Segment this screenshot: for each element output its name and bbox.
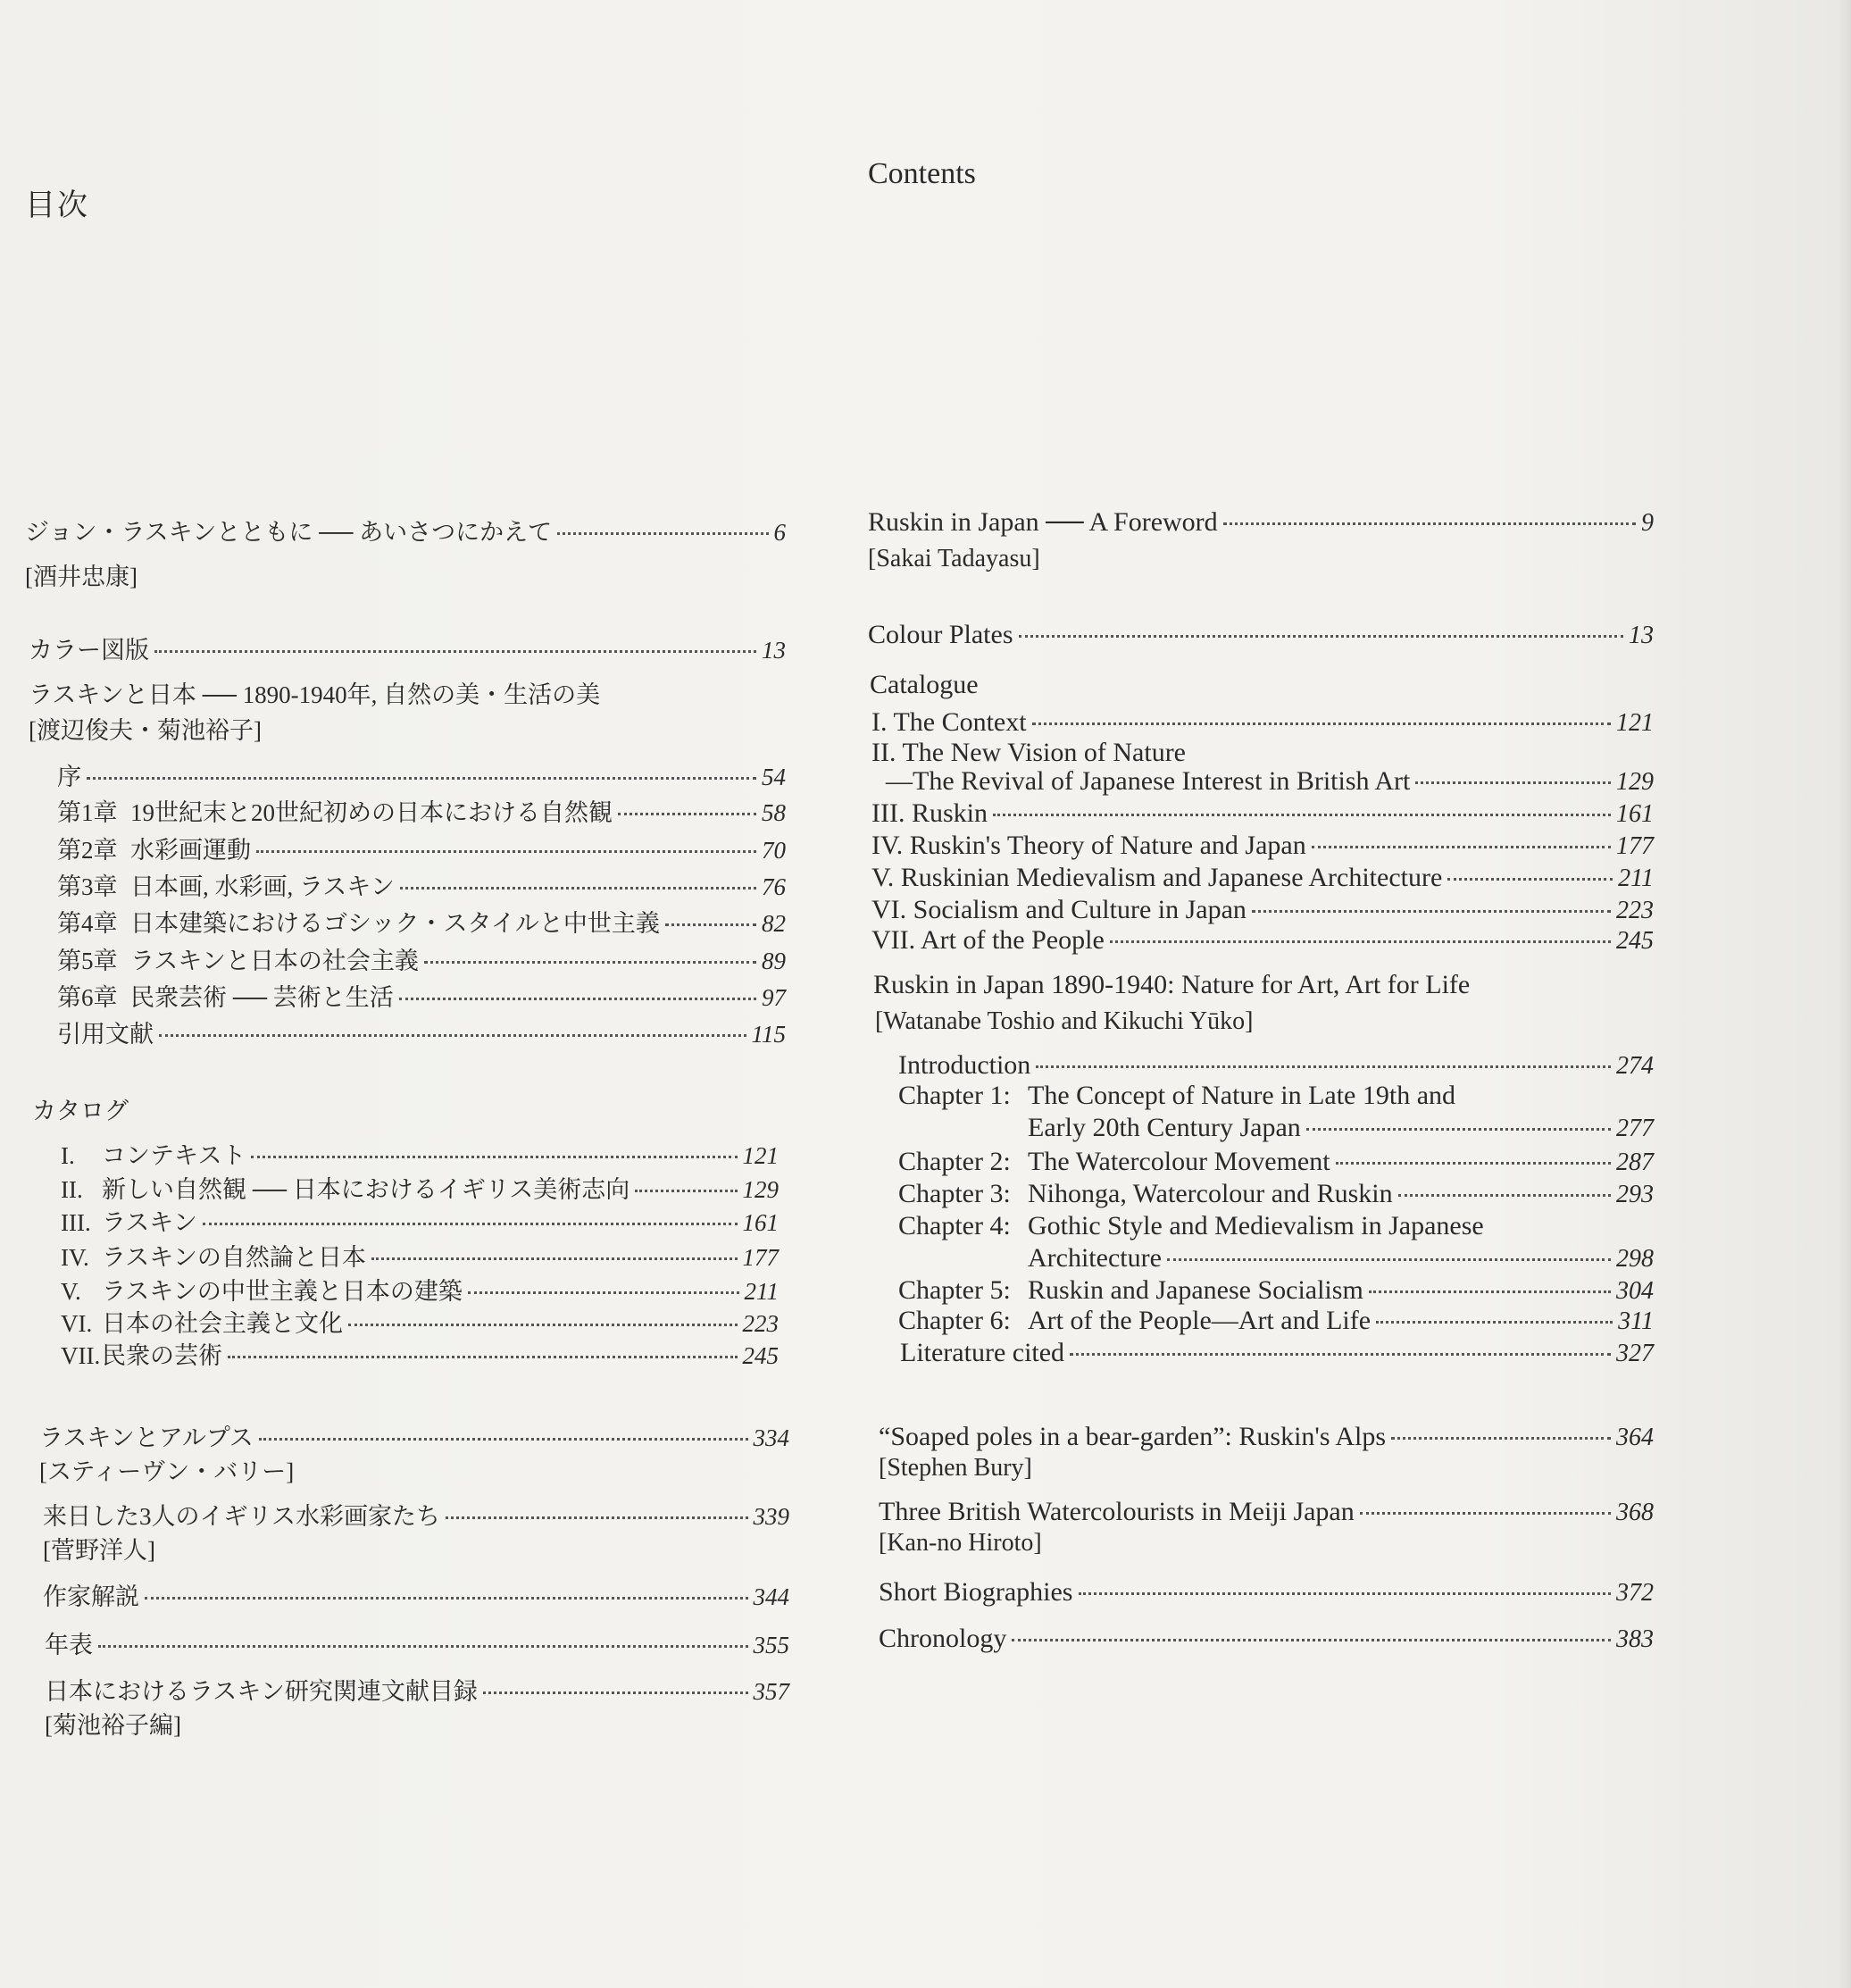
chapter-title: 日本建築におけるゴシック・スタイルと中世主義 — [130, 910, 660, 937]
leader-dots — [259, 1438, 748, 1441]
page-number: 334 — [753, 1424, 789, 1451]
author-foreword-en: [Sakai Tadayasu] — [868, 545, 1040, 572]
toc-entry-essay-references-jp[interactable] — [57, 1015, 786, 1049]
toc-entry-biographies-jp[interactable] — [43, 1577, 789, 1612]
chapter-title: 日本画, 水彩画, ラスキン — [130, 873, 395, 900]
toc-entry-essay-ch5-en[interactable] — [898, 1275, 1654, 1306]
section-title: 新しい自然観 ── 日本におけるイギリス美術志向 — [102, 1176, 630, 1203]
essay-authors-en: [Watanabe Toshio and Kikuchi Yūko] — [875, 1007, 1254, 1035]
page-number: 177 — [742, 1244, 779, 1271]
page-number: 89 — [762, 948, 786, 974]
chapter-number: 第6章 — [57, 984, 118, 1011]
chapter-number: Chapter 3: — [898, 1179, 1011, 1208]
toc-entry-catalogue-6-jp[interactable] — [61, 1304, 779, 1339]
author-alps-en: [Stephen Bury] — [879, 1454, 1032, 1482]
page-number: 211 — [744, 1278, 779, 1305]
entry-label: Short Biographies — [879, 1577, 1073, 1607]
entry-label: 序 — [57, 764, 81, 790]
catalogue-title-en: Catalogue — [870, 670, 979, 699]
section-number: V. — [61, 1278, 81, 1305]
page-number: 223 — [1616, 897, 1654, 924]
leader-dots — [400, 887, 756, 890]
leader-dots — [1167, 1258, 1611, 1261]
leader-dots — [1336, 1162, 1611, 1165]
entry-label — [61, 1238, 366, 1273]
chapter-title: The Concept of Nature in Late 19th and — [1028, 1081, 1456, 1110]
page-number: 121 — [1616, 709, 1654, 737]
page-edge-shadow — [1838, 0, 1851, 1988]
leader-dots — [1036, 1065, 1611, 1068]
leader-dots — [371, 1257, 738, 1260]
toc-heading-en: Contents — [868, 157, 976, 190]
essay-ch1-line1-en — [898, 1081, 1455, 1111]
catalogue-title-jp: カタログ — [32, 1098, 129, 1124]
leader-dots — [424, 961, 756, 964]
chapter-title: Gothic Style and Medievalism in Japanese — [1028, 1211, 1484, 1240]
chapter-number: Chapter 2: — [898, 1147, 1011, 1176]
chapter-number: Chapter 4: — [898, 1211, 1011, 1240]
page-number: 304 — [1616, 1277, 1654, 1305]
leader-dots — [1032, 723, 1611, 725]
page-number: 311 — [1618, 1307, 1654, 1335]
entry-label: Early 20th Century Japan — [1028, 1113, 1301, 1142]
toc-entry-catalogue-2-en[interactable] — [886, 766, 1654, 797]
leader-dots — [256, 850, 756, 853]
entry-label: 作家解説 — [43, 1583, 139, 1610]
leader-dots — [1369, 1291, 1611, 1293]
leader-dots — [154, 650, 756, 653]
page-number: 245 — [1616, 927, 1654, 955]
toc-entry-essay-ch1-jp[interactable] — [57, 793, 786, 828]
page-number: 115 — [751, 1021, 786, 1048]
section-number: VII. — [61, 1342, 101, 1369]
essay-ch4-line1-en — [898, 1211, 1484, 1241]
entry-label: “Soaped poles in a bear-garden”: Ruskin's Alps — [879, 1422, 1387, 1451]
leader-dots — [1398, 1194, 1611, 1197]
chapter-title: 19世紀末と20世紀初めの日本における自然観 — [130, 799, 613, 826]
chapter-title: Ruskin and Japanese Socialism — [1028, 1275, 1363, 1305]
entry-label: 引用文献 — [57, 1021, 154, 1048]
author-foreword-jp: [酒井忠康] — [25, 564, 138, 590]
leader-dots — [87, 777, 756, 780]
page-number: 277 — [1616, 1115, 1654, 1142]
page-number: 293 — [1616, 1181, 1654, 1208]
toc-entry-catalogue-2-jp[interactable] — [61, 1170, 779, 1205]
page-number: 161 — [1616, 800, 1654, 828]
page-number: 368 — [1616, 1499, 1654, 1526]
entry-label: Literature cited — [900, 1338, 1065, 1367]
leader-dots — [1391, 1437, 1611, 1440]
page-number: 298 — [1616, 1245, 1654, 1273]
page-number: 355 — [753, 1632, 789, 1658]
author-watercolourists-en: [Kan-no Hiroto] — [879, 1529, 1042, 1557]
toc-entry-color-plates-jp[interactable] — [29, 631, 786, 665]
toc-entry-essay-ch2-en[interactable] — [898, 1147, 1654, 1177]
entry-label: VI. Socialism and Culture in Japan — [871, 895, 1247, 924]
page-number: 76 — [762, 873, 786, 900]
leader-dots — [468, 1291, 739, 1294]
essay-title-jp: ラスキンと日本 ── 1890-1940年, 自然の美・生活の美 — [29, 681, 601, 708]
entry-label: Three British Watercolourists in Meiji Japan — [879, 1497, 1355, 1526]
entry-label — [57, 941, 419, 976]
leader-dots — [399, 998, 756, 1000]
leader-dots — [1079, 1592, 1612, 1595]
toc-entry-catalogue-4-jp[interactable] — [61, 1238, 779, 1273]
section-number: II. — [61, 1176, 83, 1203]
section-title: コンテキスト — [102, 1142, 246, 1169]
toc-entry-chronology-en[interactable] — [879, 1624, 1654, 1654]
toc-entry-catalogue-4-en[interactable] — [871, 831, 1654, 861]
chapter-number: 第4章 — [57, 910, 118, 937]
page-number: 245 — [742, 1342, 779, 1369]
entry-label: —The Revival of Japanese Interest in British Art — [886, 766, 1411, 796]
entry-label: ジョン・ラスキンとともに ── あいさつにかえて — [25, 519, 553, 546]
catalogue-2-line1-en: II. The New Vision of Nature — [871, 738, 1187, 767]
toc-entry-catalogue-3-jp[interactable] — [61, 1203, 779, 1238]
entry-label: Chronology — [879, 1624, 1007, 1653]
page-number: 274 — [1616, 1052, 1654, 1080]
page-number: 383 — [1616, 1625, 1654, 1653]
entry-label — [898, 1275, 1363, 1306]
toc-entry-catalogue-5-en[interactable] — [871, 863, 1654, 893]
page-number: 82 — [762, 910, 786, 937]
page-number: 344 — [753, 1583, 789, 1610]
chapter-number: Chapter 5: — [898, 1275, 1011, 1305]
toc-entry-essay-ch1-en[interactable] — [1028, 1113, 1654, 1143]
entry-label — [57, 904, 660, 939]
page-number: 327 — [1616, 1340, 1654, 1367]
chapter-title: The Watercolour Movement — [1028, 1147, 1330, 1176]
essay-title-en: Ruskin in Japan 1890-1940: Nature for Art, Art for Life — [873, 970, 1471, 999]
section-title: ラスキン — [102, 1209, 197, 1236]
entry-label — [61, 1203, 197, 1238]
toc-entry-catalogue-7-jp[interactable] — [61, 1336, 779, 1371]
page-number: 58 — [762, 799, 786, 826]
toc-entry-catalogue-1-jp[interactable] — [61, 1136, 779, 1171]
chapter-title: ラスキンと日本の社会主義 — [130, 948, 419, 974]
page-number: 70 — [762, 837, 786, 864]
toc-heading-jp: 目次 — [25, 188, 89, 223]
section-title: 日本の社会主義と文化 — [102, 1310, 343, 1337]
section-title: 民衆の芸術 — [102, 1342, 222, 1369]
leader-dots — [1306, 1128, 1611, 1131]
entry-label — [57, 978, 394, 1013]
toc-entry-essay-literature-en[interactable] — [900, 1338, 1654, 1368]
toc-entry-essay-ch6-en[interactable] — [898, 1306, 1654, 1336]
toc-entry-essay-intro-en[interactable] — [898, 1050, 1654, 1081]
page-number: 121 — [742, 1142, 779, 1169]
section-number: IV. — [61, 1244, 89, 1271]
toc-entry-chronology-jp[interactable] — [45, 1625, 789, 1660]
author-watercolourists-jp: [菅野洋人] — [43, 1537, 155, 1564]
leader-dots — [1223, 522, 1636, 525]
toc-entry-essay-ch5-jp[interactable] — [57, 941, 786, 976]
essay-authors-jp: [渡辺俊夫・菊池裕子] — [29, 717, 262, 744]
entry-label — [898, 1179, 1393, 1209]
chapter-title: Nihonga, Watercolour and Ruskin — [1028, 1179, 1393, 1208]
page-number: 211 — [1618, 865, 1654, 892]
toc-entry-catalogue-3-en[interactable] — [871, 798, 1654, 829]
entry-label: 来日した3人のイギリス水彩画家たち — [43, 1503, 440, 1530]
entry-label — [57, 867, 395, 902]
entry-label: ラスキンとアルプス — [39, 1424, 254, 1451]
chapter-number: 第3章 — [57, 873, 118, 900]
leader-dots — [1110, 940, 1611, 943]
entry-label: VII. Art of the People — [871, 925, 1105, 955]
toc-entry-essay-ch3-jp[interactable] — [57, 867, 786, 902]
leader-dots — [483, 1691, 748, 1694]
toc-entry-foreword-jp[interactable] — [25, 513, 786, 547]
leader-dots — [159, 1034, 746, 1037]
toc-entry-catalogue-6-en[interactable] — [871, 895, 1654, 925]
chapter-number: Chapter 1: — [898, 1081, 1011, 1110]
author-alps-jp: [スティーヴン・バリー] — [39, 1458, 295, 1485]
leader-dots — [1415, 781, 1611, 784]
toc-entry-essay-preface-jp[interactable] — [57, 757, 786, 792]
toc-entry-alps-en[interactable] — [879, 1422, 1654, 1452]
chapter-title: 水彩画運動 — [130, 837, 251, 864]
page-number: 13 — [762, 637, 786, 664]
page-number: 13 — [1629, 622, 1654, 649]
toc-entry-biographies-en[interactable] — [879, 1577, 1654, 1608]
entry-label: Architecture — [1028, 1243, 1162, 1273]
toc-entry-catalogue-1-en[interactable] — [871, 707, 1654, 738]
leader-dots — [618, 813, 756, 815]
chapter-number: 第1章 — [57, 799, 118, 826]
leader-dots — [1360, 1512, 1611, 1515]
chapter-number: 第2章 — [57, 837, 118, 864]
leader-dots — [993, 814, 1611, 816]
entry-label — [61, 1272, 463, 1307]
section-title: ラスキンの自然論と日本 — [102, 1244, 366, 1271]
entry-label: V. Ruskinian Medievalism and Japanese Architecture — [871, 863, 1443, 892]
entry-label: 日本におけるラスキン研究関連文献目録 — [45, 1678, 478, 1705]
leader-dots — [1312, 846, 1611, 848]
page-number: 339 — [753, 1503, 789, 1530]
leader-dots — [635, 1190, 737, 1192]
leader-dots — [251, 1156, 737, 1158]
entry-label — [57, 831, 251, 865]
page-number: 6 — [773, 519, 786, 546]
page-number: 372 — [1616, 1579, 1654, 1607]
toc-entry-watercolourists-en[interactable] — [879, 1497, 1654, 1527]
entry-label — [61, 1304, 343, 1339]
entry-label: Introduction — [898, 1050, 1031, 1080]
leader-dots — [557, 532, 768, 535]
page-number: 177 — [1616, 832, 1654, 860]
page-number: 357 — [753, 1678, 789, 1705]
toc-entry-essay-ch2-jp[interactable] — [57, 831, 786, 865]
page-number: 97 — [762, 984, 786, 1011]
leader-dots — [1376, 1321, 1613, 1324]
entry-label: Colour Plates — [868, 620, 1013, 649]
page-number: 223 — [742, 1310, 779, 1337]
toc-entry-essay-ch3-en[interactable] — [898, 1179, 1654, 1209]
leader-dots — [1070, 1353, 1611, 1356]
entry-label — [61, 1170, 630, 1205]
entry-label: III. Ruskin — [871, 798, 988, 828]
entry-label: カラー図版 — [29, 637, 149, 664]
leader-dots — [145, 1597, 748, 1600]
section-title: ラスキンの中世主義と日本の建築 — [102, 1278, 463, 1305]
leader-dots — [1447, 878, 1613, 881]
page-number: 364 — [1616, 1424, 1654, 1451]
entry-label — [898, 1306, 1371, 1336]
chapter-number: Chapter 6: — [898, 1306, 1011, 1335]
page-number: 54 — [762, 764, 786, 790]
toc-entry-bibliography-jp[interactable] — [45, 1672, 789, 1707]
leader-dots — [228, 1356, 738, 1358]
leader-dots — [1252, 910, 1611, 913]
toc-entry-essay-ch6-jp[interactable] — [57, 978, 786, 1013]
section-number: VI. — [61, 1310, 93, 1337]
toc-entry-color-plates-en[interactable] — [868, 620, 1654, 650]
entry-label — [57, 793, 613, 828]
entry-label — [898, 1147, 1330, 1177]
toc-entry-catalogue-7-en[interactable] — [871, 925, 1654, 956]
entry-label: IV. Ruskin's Theory of Nature and Japan — [871, 831, 1306, 860]
leader-dots — [446, 1516, 748, 1519]
leader-dots — [1012, 1639, 1611, 1641]
chapter-number: 第5章 — [57, 948, 118, 974]
section-number: III. — [61, 1209, 91, 1236]
toc-entry-essay-ch4-jp[interactable] — [57, 904, 786, 939]
entry-label — [61, 1336, 222, 1371]
page-number: 129 — [742, 1176, 779, 1203]
toc-entry-catalogue-5-jp[interactable] — [61, 1272, 779, 1307]
toc-entry-watercolourists-jp[interactable] — [43, 1497, 789, 1532]
leader-dots — [98, 1645, 748, 1648]
page-number: 161 — [742, 1209, 779, 1236]
entry-label: Ruskin in Japan ── A Foreword — [868, 507, 1218, 537]
leader-dots — [348, 1324, 738, 1326]
toc-entry-foreword-en[interactable] — [868, 507, 1654, 538]
author-bibliography-jp: [菊池裕子編] — [45, 1712, 181, 1739]
page-number: 287 — [1616, 1149, 1654, 1176]
toc-entry-alps-jp[interactable] — [39, 1418, 789, 1453]
leader-dots — [1019, 635, 1624, 638]
page-number: 9 — [1641, 509, 1654, 537]
entry-label: I. The Context — [871, 707, 1027, 737]
chapter-title: Art of the People—Art and Life — [1028, 1306, 1372, 1335]
leader-dots — [665, 923, 756, 926]
page-number: 129 — [1616, 768, 1654, 796]
leader-dots — [203, 1223, 738, 1225]
entry-label: 年表 — [45, 1632, 93, 1658]
section-number: I. — [61, 1142, 75, 1169]
toc-entry-essay-ch4-en[interactable] — [1028, 1243, 1654, 1274]
entry-label — [61, 1136, 246, 1171]
chapter-title: 民衆芸術 ── 芸術と生活 — [130, 984, 394, 1011]
